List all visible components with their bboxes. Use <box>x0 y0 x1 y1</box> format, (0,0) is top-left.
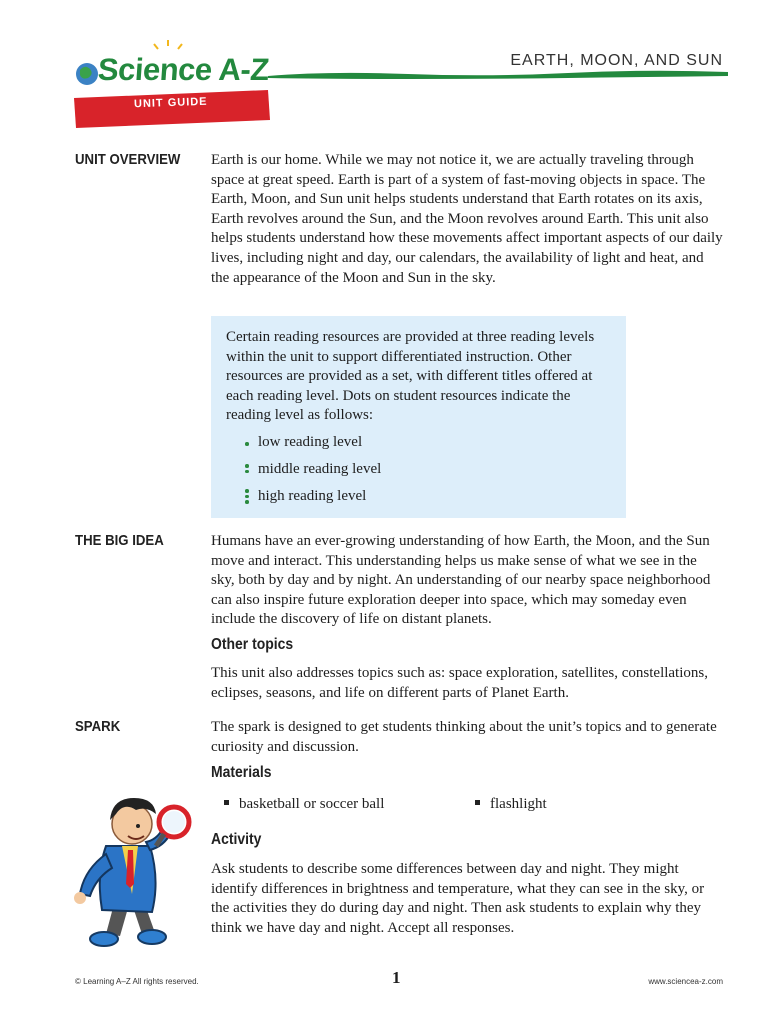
materials-heading: Materials <box>211 764 272 781</box>
logo-subtext: UNIT GUIDE <box>133 95 208 111</box>
copyright-text: © Learning A–Z All rights reserved. <box>75 977 199 986</box>
header-rule <box>268 68 728 82</box>
page-number: 1 <box>392 968 401 987</box>
website-url: www.sciencea-z.com <box>648 977 723 986</box>
middle-level-label: middle reading level <box>258 461 382 477</box>
other-topics-heading: Other topics <box>211 636 294 653</box>
low-level-label: low reading level <box>258 434 363 450</box>
activity-heading: Activity <box>211 831 262 848</box>
big-idea-text: Humans have an ever-growing understanding of how Earth, the Moon, and the Sun move and interact. This understanding helps us make sense of what we see in the sky, both by day and by night. An understanding of our nearby space neighborhood can also inspire future exploration deeper into space, which may someday even include the discovery of life on distant planets. <box>211 533 711 628</box>
unit-overview-text: Earth is our home. While we may not notice it, we are actually traveling through space at great speed. Earth is part of a system of fast-moving objects in space. The Earth, Moon, and Sun unit helps students understand that Earth rotates on its axis, Earth revolves around the Sun, and the Moon revolves around Earth. This unit also helps students understand how these movements affect important aspects of our daily lives, including night and day, our calendars, the availability of light and heat, and the appearance of the Moon and Sun in the sky. <box>211 152 723 286</box>
high-level-label: high reading level <box>258 488 367 504</box>
activity-text: Ask students to describe some differences between day and night. They might identify differences in brightness and temperature, what they can see in the sky, or the activities they do during day and night. Then ask students to explain why they think we have day and night. Accept all responses. <box>211 861 705 936</box>
spark-text: The spark is designed to get students thinking about the unit’s topics and to generate curiosity and discussion. <box>211 719 717 755</box>
middle-level-dots-icon <box>244 464 250 473</box>
unit-title: EARTH, MOON, AND SUN <box>510 52 723 69</box>
reading-level-callout <box>211 316 626 518</box>
other-topics-text: This unit also addresses topics such as: space exploration, satellites, constellations, eclipses, seasons, and life on different parts of Planet Earth. <box>211 665 708 701</box>
bullet-icon <box>475 800 480 805</box>
logo-text: Science A-Z <box>96 52 271 87</box>
bullet-icon <box>224 800 229 805</box>
spark-label: SPARK <box>75 718 121 735</box>
material-item: flashlight <box>475 796 547 813</box>
material-item: basketball or soccer ball <box>224 796 384 813</box>
low-level-dots-icon <box>244 442 250 446</box>
unit-guide-banner <box>74 90 270 128</box>
callout-text: Certain reading resources are provided at three reading levels within the unit to support differentiated instruction. Other resources are provided as a set, with different titles offered at each reading level. Dots on student resources indicate the reading level as follows: <box>226 329 595 424</box>
sun-rays-icon <box>154 40 182 49</box>
high-level-dots-icon <box>244 489 250 504</box>
science-az-logo <box>72 40 272 130</box>
boy-with-magnifier-illustration <box>66 784 204 956</box>
big-idea-label: THE BIG IDEA <box>75 532 164 549</box>
unit-overview-label: UNIT OVERVIEW <box>75 151 181 168</box>
